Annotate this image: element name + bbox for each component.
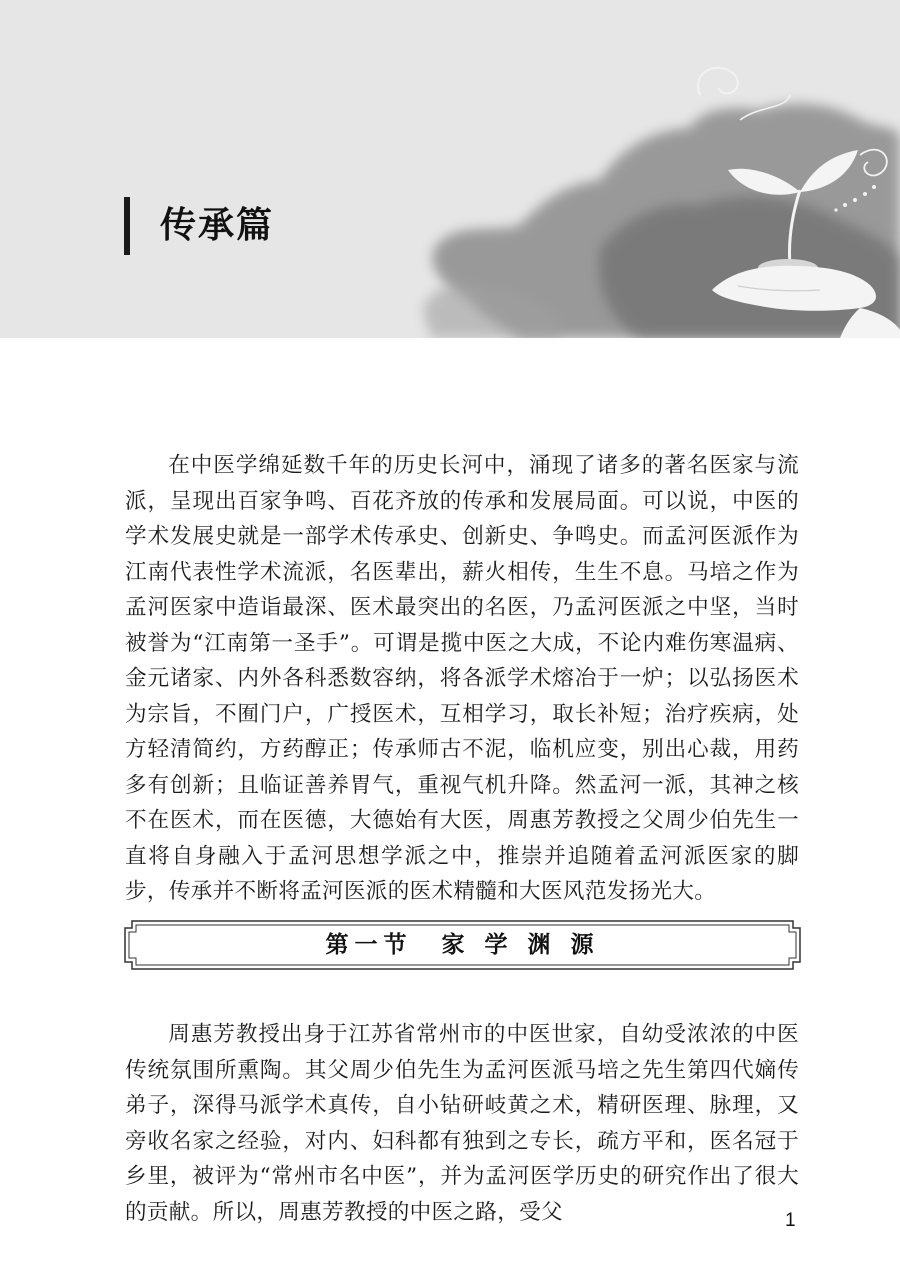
chapter-banner <box>0 0 900 338</box>
intro-paragraph: 在中医学绵延数千年的历史长河中，涌现了诸多的著名医家与流派，呈现出百家争鸣、百花齐放的传承和发展局面。可以说，中医的学术发展史就是一部学术传承史、创新史、争鸣史。而孟河医派作为江南代表性学术流派，名医辈出，薪火相传，生生不息。马培之作为孟河医家中造诣最深、医术最突出的名医，乃孟河医派之中坚，当时被誉为“江南第一圣手”。可谓是揽中医之大成，不论内难伤寒温病、金元诸家、内外各科悉数容纳，将各派学术熔冶于一炉；以弘扬医术为宗旨，不囿门户，广授医术，互相学习，取长补短；治疗疾病，处方轻清简约，方药醇正；传承师古不泥，临机应变，别出心裁，用药多有创新；且临证善养胃气，重视气机升降。然孟河一派，其神之核不在医术，而在医德，大德始有大医，周惠芳教授之父周少伯先生一直将自身融入于孟河思想学派之中，推崇并追随着孟河派医家的脚步，传承并不断将孟河医派的医术精髓和大医风范发扬光大。 <box>125 453 799 904</box>
title-accent-bar <box>124 197 130 255</box>
page-number: 1 <box>785 1210 796 1231</box>
hand-holding-sprout-icon <box>0 0 900 338</box>
section-title: 第一节 家 学 渊 源 <box>325 932 600 958</box>
section-heading <box>124 920 801 970</box>
chapter-title: 传承篇 <box>160 205 275 246</box>
section-paragraph: 周惠芳教授出身于江苏省常州市的中医世家，自幼受浓浓的中医传统氛围所熏陶。其父周少伯先生为孟河医派马培之先生第四代嫡传弟子，深得马派学术真传，自小钻研岐黄之术，精研医理、脉理，又旁收名家之经验，对内、妇科都有独到之专长，疏方平和，医名冠于乡里，被评为“常州市名中医”，并为孟河医学历史的研究作出了很大的贡献。所以，周惠芳教授的中医之路，受父 <box>125 1022 799 1225</box>
